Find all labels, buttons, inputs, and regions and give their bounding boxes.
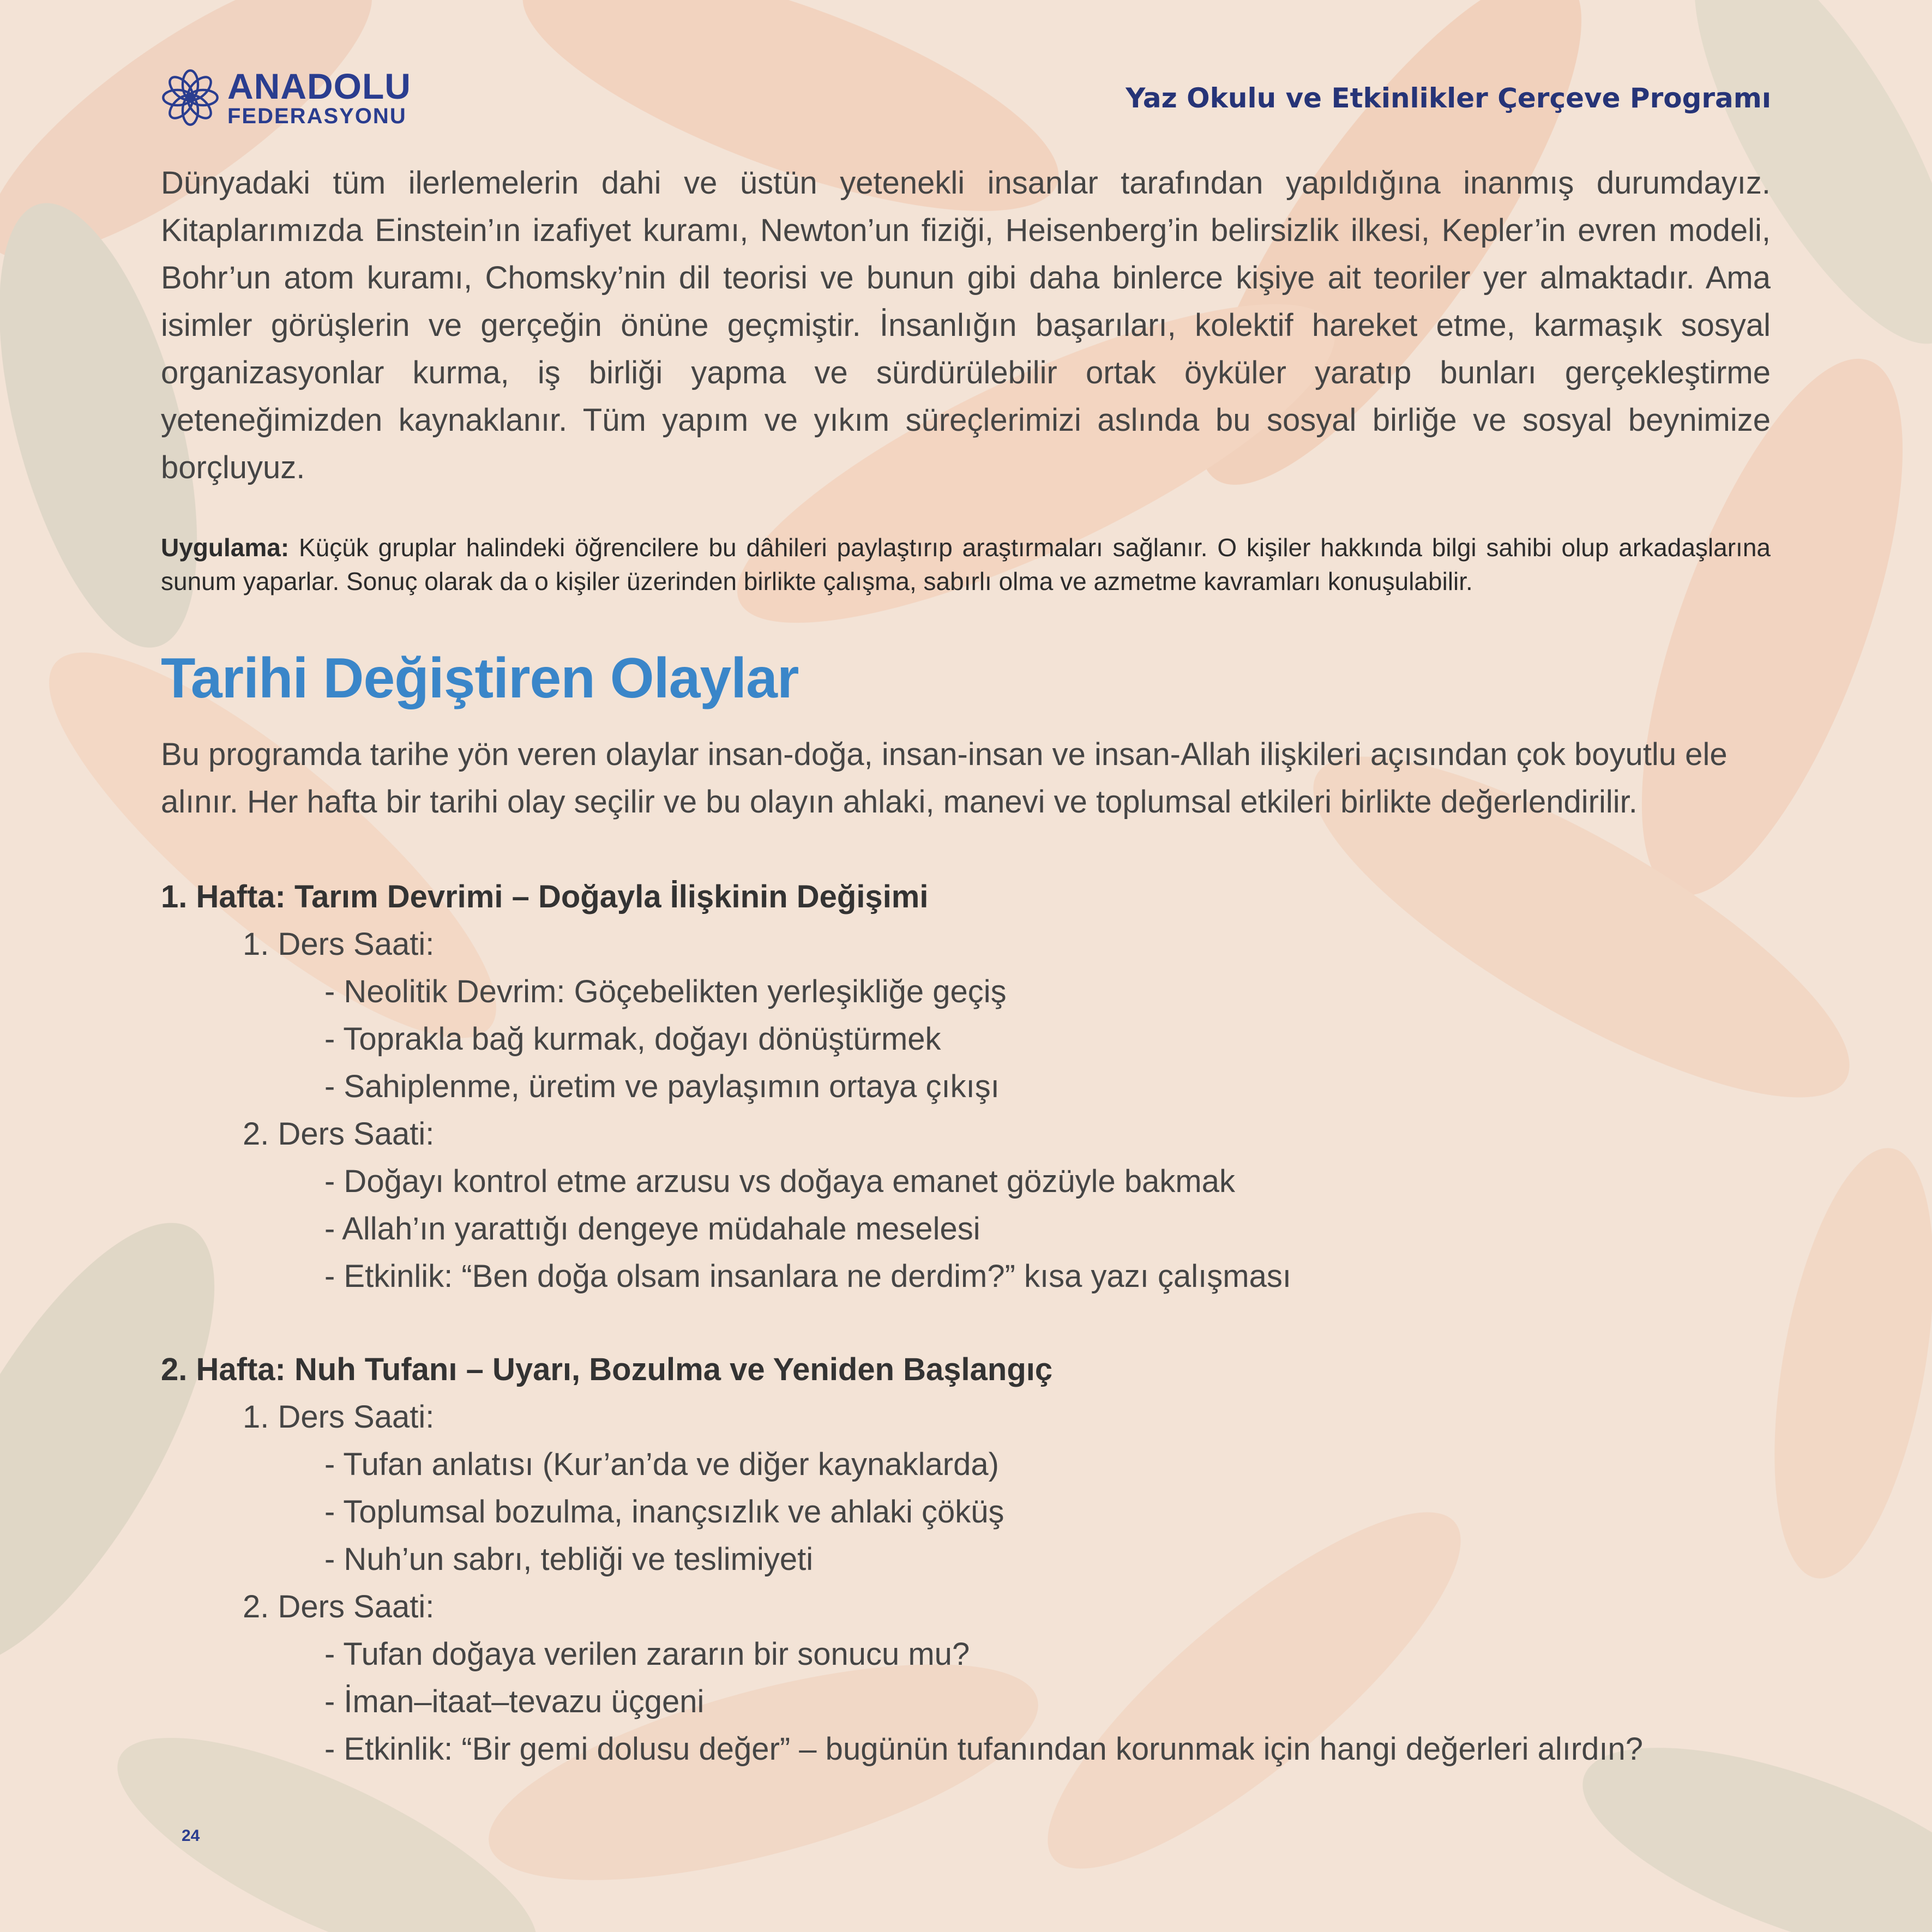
federation-logo (161, 68, 411, 127)
list-item: - Sahiplenme, üretim ve paylaşımın ortaya çıkışı (324, 1069, 1000, 1104)
week-title: 1. Hafta: Tarım Devrimi – Doğayla İlişkinin Değişimi (161, 879, 929, 914)
list-item: - Etkinlik: “Ben doğa olsam insanlara ne derdim?” kısa yazı çalışması (324, 1259, 1291, 1294)
list-item: - Etkinlik: “Bir gemi dolusu değer” – bugünün tufanından korunmak için hangi değerleri alırdın? (324, 1731, 1644, 1767)
lesson-title: 1. Ders Saati: (243, 1399, 435, 1435)
list-item: - Nuh’un sabrı, tebliği ve teslimiyeti (324, 1542, 814, 1577)
section-intro-paragraph: Bu programda tarihe yön veren olaylar insan-doğa, insan-insan ve insan-Allah ilişkileri açısından çok boyutlu ele alınır. Her hafta bir tarihi olay seçilir ve bu olayın ahlaki, manevi ve toplumsal etkileri birlikte değerlendirilir. (161, 737, 1728, 820)
logo-subtitle: FEDERASYONU (227, 104, 407, 128)
application-paragraph (161, 531, 1771, 598)
logo-name: ANADOLU (227, 66, 411, 106)
list-item: - Toprakla bağ kurmak, doğayı dönüştürmek (324, 1021, 941, 1057)
list-item: - Tufan anlatısı (Kur’an’da ve diğer kaynaklarda) (324, 1447, 999, 1482)
page-number: 24 (182, 1827, 200, 1845)
lesson-title: 2. Ders Saati: (243, 1589, 435, 1624)
lesson-title: 1. Ders Saati: (243, 926, 435, 962)
page-header (161, 68, 1771, 134)
list-item: - Allah’ın yarattığı dengeye müdahale meselesi (324, 1211, 980, 1247)
list-item: - Toplumsal bozulma, inançsızlık ve ahlaki çöküş (324, 1494, 1004, 1530)
lesson-title: 2. Ders Saati: (243, 1116, 435, 1152)
list-item: - İman–itaat–tevazu üçgeni (324, 1684, 705, 1719)
list-item: - Doğayı kontrol etme arzusu vs doğaya emanet gözüyle bakmak (324, 1164, 1235, 1199)
document-title: Yaz Okulu ve Etkinlikler Çerçeve Programı (1126, 82, 1771, 114)
application-label: Uygulama: (161, 533, 290, 562)
week-1-block (161, 873, 1775, 1300)
intro-paragraph: Dünyadaki tüm ilerlemelerin dahi ve üstün yetenekli insanlar tarafından yapıldığına inanmış durumdayız. Kitaplarımızda Einstein’ın izafiyet kuramı, Newton’un fiziği, Heisenberg’in belirsizlik ilkesi, Kepler’in evren modeli, Bohr’un atom kuramı, Chomsky’nin dil teorisi ve bunun gibi daha binlerce kişiye ait teoriler yer almaktadır. Ama isimler görüşlerin ve gerçeğin önüne geçmiştir. İnsanlığın başarıları, kolektif hareket etme, karmaşık sosyal organizasyonlar kurma, iş birliği yapma ve sürdürülebilir ortak öyküler yaratıp bunları gerçekleştirme yeteneğimizden kaynaklanır. Tüm yapım ve yıkım süreçlerimizi aslında bu sosyal birliğe ve sosyal beynimize borçluyuz. (161, 165, 1771, 485)
week-title: 2. Hafta: Nuh Tufanı – Uyarı, Bozulma ve Yeniden Başlangıç (161, 1352, 1053, 1387)
flower-logo-icon (161, 68, 220, 127)
application-text: Küçük gruplar halindeki öğrencilere bu dâhileri paylaştırıp araştırmaları sağlanır. O kişiler hakkında bilgi sahibi olup arkadaşlarına sunum yaparlar. Sonuç olarak da o kişiler üzerinden birlikte çalışma, sabırlı olma ve azmetme kavramları konuşulabilir. (161, 533, 1771, 595)
list-item: - Tufan doğaya verilen zararın bir sonucu mu? (324, 1636, 970, 1672)
section-heading: Tarihi Değiştiren Olaylar (161, 647, 799, 710)
week-2-block (161, 1346, 1775, 1773)
list-item: - Neolitik Devrim: Göçebelikten yerleşikliğe geçiş (324, 974, 1007, 1009)
